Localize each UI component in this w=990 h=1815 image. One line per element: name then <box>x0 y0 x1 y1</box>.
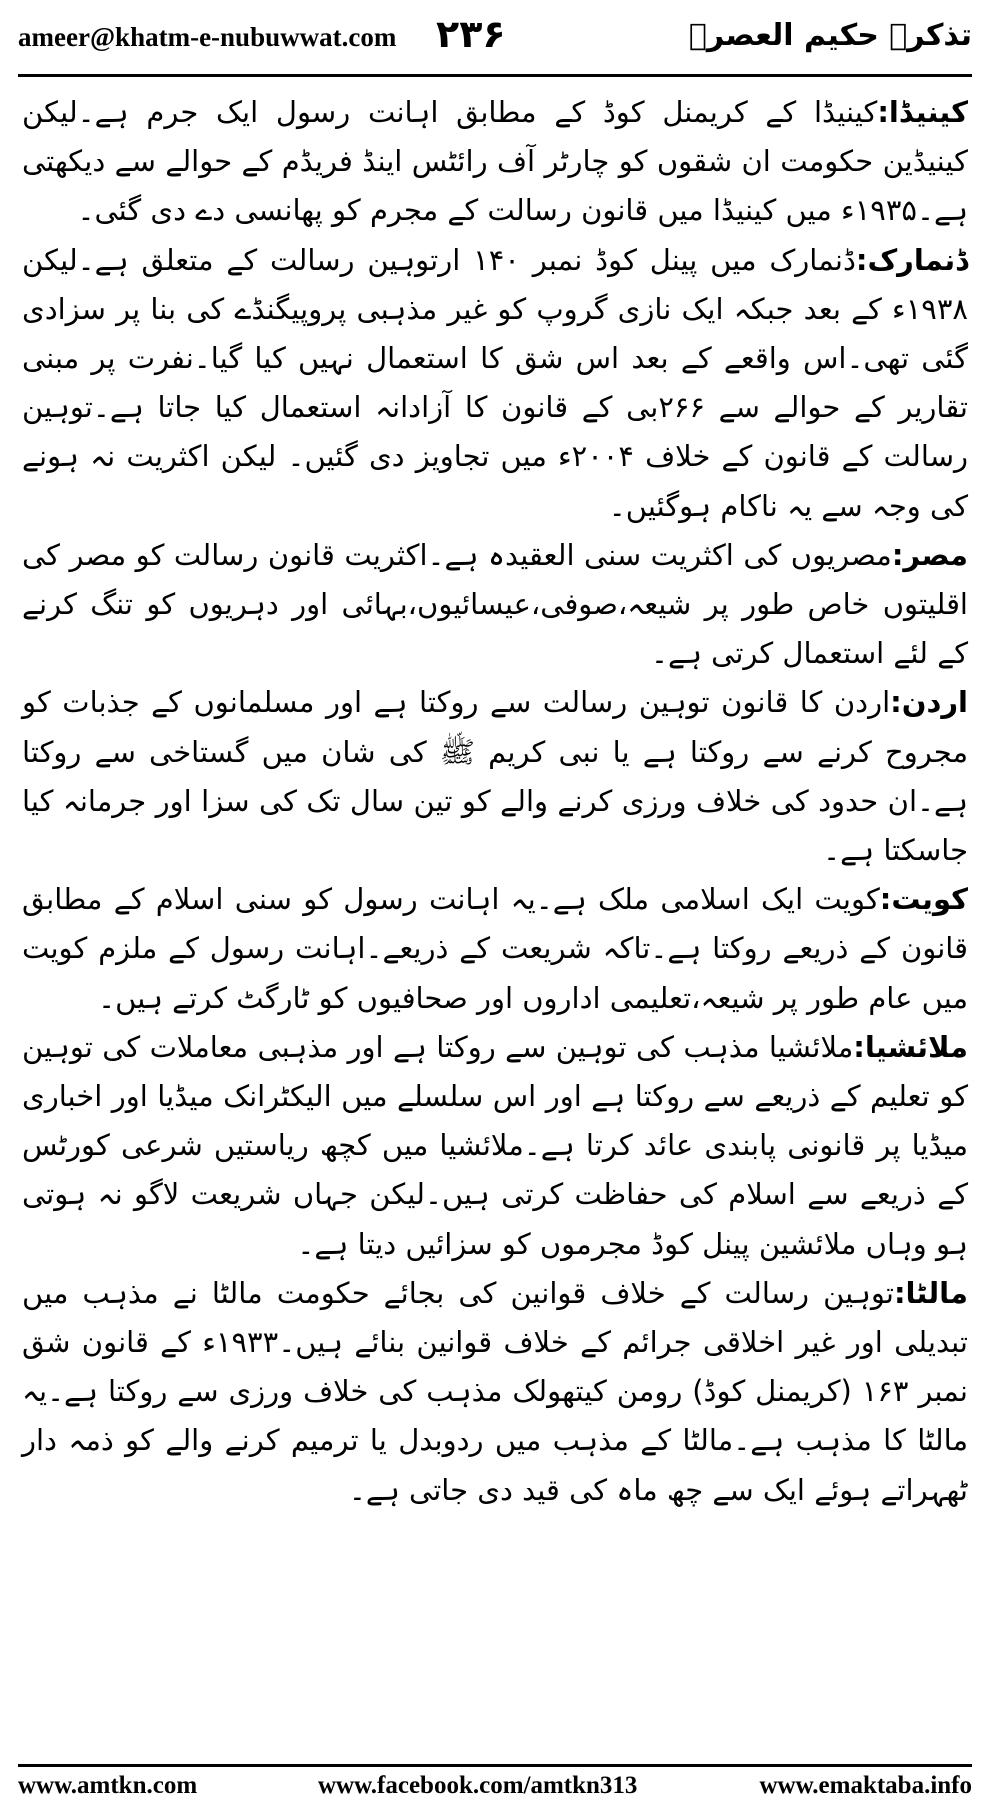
paragraph-text: کویت ایک اسلامی ملک ہے۔یہ اہانت رسول کو سنی اسلام کے مطابق قانون کے ذریعے روکتا ہے۔تاکہ شریعت کے ذریعے۔اہانت رسول کے ملزم کویت میں عام طور پر شیعہ،تعلیمی اداروں اور صحافیوں کو ٹارگٹ کرتے ہیں۔ <box>22 882 968 1015</box>
footer-link-facebook[interactable]: www.facebook.com/amtkn313 <box>318 1772 638 1799</box>
paragraph-text: ڈنمارک میں پینل کوڈ نمبر ۱۴۰ ارتوہین رسالت کے متعلق ہے۔لیکن ۱۹۳۸ء کے بعد جبکہ ایک نازی گروپ کو غیر مذہبی پروپیگنڈے کی بنا پر سزادی گئی تھی۔اس واقعے کے بعد اس شق کا استعمال نہیں کیا گیا۔نفرت پر مبنی تقاریر کے حوالے سے ۲۶۶بی کے قانون کا آزادانہ استعمال کیا جاتا ہے۔توہین رسالت کے قانون کے خلاف ۲۰۰۴ء میں تجاویز دی گئیں۔ لیکن اکثریت نہ ہونے کی وجہ سے یہ ناکام ہوگئیں۔ <box>22 242 968 523</box>
header-email: ameer@khatm-e-nubuwwat.com <box>18 22 397 52</box>
paragraph-egypt <box>22 531 968 679</box>
paragraph-heading: مصر: <box>891 537 968 572</box>
paragraph-denmark <box>22 236 968 531</box>
page-footer <box>18 1772 972 1808</box>
paragraph-heading: ڈنمارک: <box>855 242 968 277</box>
footer-divider <box>18 1764 972 1767</box>
footer-link-amtkn[interactable]: www.amtkn.com <box>18 1772 198 1799</box>
paragraph-text: مصریوں کی اکثریت سنی العقیدہ ہے۔اکثریت قانون رسالت کو مصر کی اقلیتوں خاص طور پر شیعہ،صوفی،عیسائیوں،بہائی اور دہریوں کو تنگ کرنے کے لئے استعمال کرتی ہے۔ <box>22 537 968 671</box>
paragraph-heading: کینیڈا: <box>877 95 968 129</box>
book-title: تذکرہ حکیم العصرؒ <box>688 18 972 53</box>
page-number: ۲۳۶ <box>436 12 506 56</box>
paragraph-jordan <box>22 678 968 875</box>
paragraph-kuwait <box>22 875 968 1023</box>
page-body <box>22 88 968 1515</box>
footer-link-emaktaba[interactable]: www.emaktaba.info <box>759 1772 972 1799</box>
paragraph-malta <box>22 1269 968 1515</box>
paragraph-heading: کویت: <box>879 882 968 917</box>
page-header <box>18 8 972 70</box>
paragraph-canada <box>22 88 968 236</box>
paragraph-malaysia <box>22 1023 968 1269</box>
paragraph-text: ملائشیا مذہب کی توہین سے روکتا ہے اور مذہبی معاملات کی توہین کو تعلیم کے ذریعے سے روکتا ہے اور اس سلسلے میں الیکٹرانک میڈیا اور اخباری میڈیا پر قانونی پابندی عائد کرتا ہے۔ملائشیا میں کچھ ریاستیں شرعی کورٹس کے ذریعے سے اسلام کی حفاظت کرتی ہیں۔لیکن جہاں شریعت لاگو نہ ہوتی ہو وہاں ملائشین پینل کوڈ مجرموں کو سزائیں دیتا ہے۔ <box>22 1029 968 1261</box>
paragraph-heading: مالٹا: <box>893 1275 968 1310</box>
header-divider <box>18 74 972 77</box>
paragraph-text: اردن کا قانون توہین رسالت سے روکتا ہے اور مسلمانوں کے جذبات کو مجروح کرنے سے روکتا ہے یا نبی کریم ﷺ کی شان میں گستاخی سے روکتا ہے۔ان حدود کی خلاف ورزی کرنے والے کو تین سال تک کی سزا اور جرمانہ کیا جاسکتا ہے۔ <box>22 685 968 868</box>
paragraph-text: کینیڈا کے کریمنل کوڈ کے مطابق اہانت رسول ایک جرم ہے۔لیکن کینیڈین حکومت ان شقوں کو چارٹر آف رائٹس اینڈ فریڈم کے حوالے سے دیکھتی ہے۔۱۹۳۵ء میں کینیڈا میں قانون رسالت کے مجرم کو پھانسی دے دی گئی۔ <box>22 95 968 228</box>
paragraph-text: توہین رسالت کے خلاف قوانین کی بجائے حکومت مالٹا نے مذہب میں تبدیلی اور غیر اخلاقی جرائم کے خلاف قوانین بنائے ہیں۔۱۹۳۳ء کے قانون شق نمبر ۱۶۳ (کریمنل کوڈ) رومن کیتھولک مذہب کی خلاف ورزی سے روکتا ہے۔یہ مالٹا کا مذہب ہے۔مالٹا کے مذہب میں ردوبدل یا ترمیم کرنے والے کو ذمہ دار ٹھہراتے ہوئے ایک سے چھ ماہ کی قید دی جاتی ہے۔ <box>22 1275 969 1507</box>
paragraph-heading: ملائشیا: <box>853 1029 968 1064</box>
paragraph-heading: اردن: <box>890 685 968 720</box>
